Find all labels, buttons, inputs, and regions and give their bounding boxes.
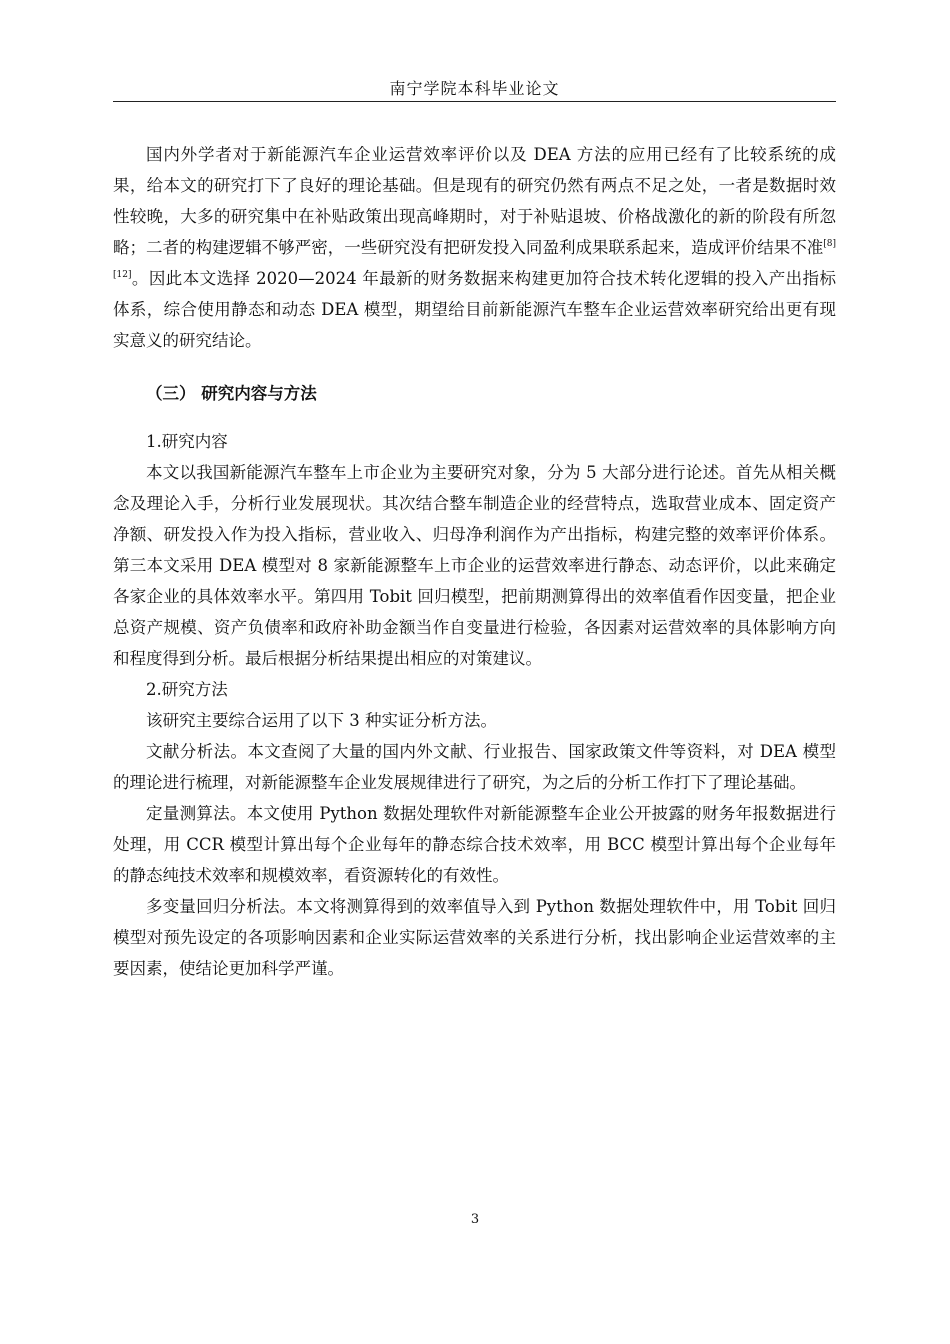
section-heading: （三） 研究内容与方法	[146, 384, 317, 403]
header-rule	[113, 101, 836, 102]
paragraph-text: 国内外学者对于新能源汽车企业运营效率评价以及 DEA 方法的应用已经有了比较系统的成果，给本文的研究打下了良好的理论基础。但是现有的研究仍然有两点不足之处，一者是数据时效性较晚，大多的研究集中在补贴政策出现高峰期时，对于补贴退坡、价格战激化的新的阶段有所忽略；二者的构建逻辑不够严密，一些研究没有把研发投入同盈利成果联系起来，造成评价结果不准	[113, 145, 836, 257]
paragraph-methods-intro: 该研究主要综合运用了以下 3 种实证分析方法。	[146, 711, 497, 730]
paragraph-text: 。因此本文选择 2020—2024 年最新的财务数据来构建更加符合技术转化逻辑的投入产出指标体系，综合使用静态和动态 DEA 模型，期望给目前新能源汽车整车企业运营效率研究给出更有现实意义的研究结论。	[113, 269, 836, 350]
subheading-content: 1.研究内容	[146, 432, 228, 451]
paragraph-method-quantitative: 定量测算法。本文使用 Python 数据处理软件对新能源整车企业公开披露的财务年报数据进行处理，用 CCR 模型计算出每个企业每年的静态综合技术效率，用 BCC 模型计算出每个企业每年的静态纯技术效率和规模效率，看资源转化的有效性。	[113, 804, 836, 885]
paragraph-content: 本文以我国新能源汽车整车上市企业为主要研究对象，分为 5 大部分进行论述。首先从相关概念及理论入手，分析行业发展现状。其次结合整车制造企业的经营特点，选取营业成本、固定资产净额、研发投入作为投入指标，营业收入、归母净利润作为产出指标，构建完整的效率评价体系。第三本文采用 DEA 模型对 8 家新能源整车上市企业的运营效率进行静态、动态评价，以此来确定各家企业的具体效率水平。第四用 Tobit 回归模型，把前期测算得出的效率值看作因变量，把企业总资产规模、资产负债率和政府补助金额当作自变量进行检验，各因素对运营效率的具体影响方向和程度得到分析。最后根据分析结果提出相应的对策建议。	[113, 463, 836, 668]
paragraph-method-literature: 文献分析法。本文查阅了大量的国内外文献、行业报告、国家政策文件等资料，对 DEA 模型的理论进行梳理，对新能源整车企业发展规律进行了研究，为之后的分析工作打下了理论基础。	[113, 742, 836, 792]
subheading-methods: 2.研究方法	[146, 680, 228, 699]
citation-ref: [8][12]	[113, 239, 836, 280]
body-text	[113, 139, 836, 984]
paragraph-literature-summary	[113, 139, 836, 356]
running-header: 南宁学院本科毕业论文	[389, 79, 560, 98]
page-number: 3	[470, 1212, 480, 1227]
paragraph-method-regression: 多变量回归分析法。本文将测算得到的效率值导入到 Python 数据处理软件中，用 Tobit 回归模型对预先设定的各项影响因素和企业实际运营效率的关系进行分析，找出影响企业运营效率的主要因素，使结论更加科学严谨。	[113, 897, 836, 978]
